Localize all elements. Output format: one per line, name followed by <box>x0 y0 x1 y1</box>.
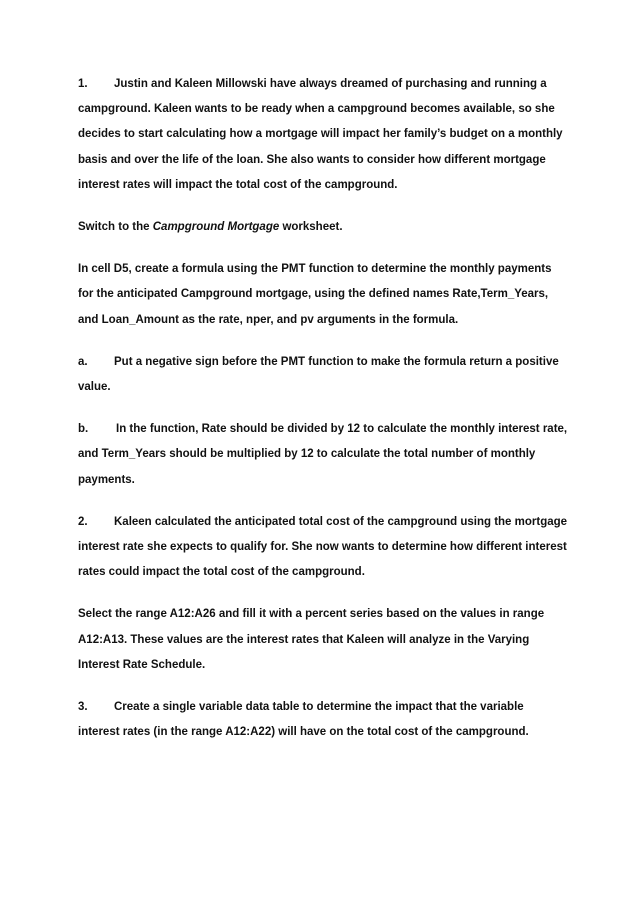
worksheet-name: Campground Mortgage <box>152 221 280 234</box>
pmt-formula-instruction <box>78 257 568 333</box>
switch-suffix: worksheet. <box>279 221 343 234</box>
sub-step-b-paragraph <box>78 417 568 493</box>
step-2-paragraph <box>78 510 568 586</box>
step-3-paragraph <box>78 695 568 745</box>
switch-prefix: Switch to the <box>78 221 153 234</box>
sub-step-text: In the function, Rate should be divided by 12 to calculate the monthly interest rate, and Term_Years should be multiplied by 12 to calculate the total number of monthly payments. <box>78 423 568 486</box>
step-text: Create a single variable data table to determine the impact that the variable interest rates (in the range A12:A22) will have on the total cost of the campground. <box>78 701 529 739</box>
step-number: 1. <box>78 78 88 90</box>
document-page <box>78 72 568 762</box>
step-text: Kaleen calculated the anticipated total cost of the campground using the mortgage interest rate she expects to qualify for. She now wants to determine how different interest rates could impact the total cost of the campground. <box>78 515 568 579</box>
fill-series-instruction <box>78 602 568 678</box>
step-text: Justin and Kaleen Millowski have always dreamed of purchasing and running a campground. Kaleen wants to be ready when a campground becomes available, so she decides to start calculating how a mortgage will impact her family’s budget on a monthly basis and over the life of the loan. She also wants to consider how different mortgage interest rates will impact the total cost of the campground. <box>78 78 563 191</box>
sub-step-letter: b. <box>78 423 89 436</box>
sub-step-letter: a. <box>78 355 88 368</box>
sub-step-text: Put a negative sign before the PMT function to make the formula return a positive value. <box>78 355 559 394</box>
instruction-text: In cell D5, create a formula using the PMT function to determine the monthly payments for the anticipated Campground mortgage, using the defined names Rate,Term_Years, and Loan_Amount as the rate, nper, and pv arguments in the formula. <box>78 263 552 326</box>
step-number: 2. <box>78 515 88 528</box>
sub-step-a-paragraph <box>78 350 568 400</box>
step-number: 3. <box>78 701 88 714</box>
switch-worksheet-instruction <box>78 215 568 240</box>
step-1-paragraph <box>78 72 568 198</box>
instruction-text: Select the range A12:A26 and fill it with a percent series based on the values in range A12:A13. These values are the interest rates that Kaleen will analyze in the Varying Interest Rate Schedule. <box>78 608 545 671</box>
